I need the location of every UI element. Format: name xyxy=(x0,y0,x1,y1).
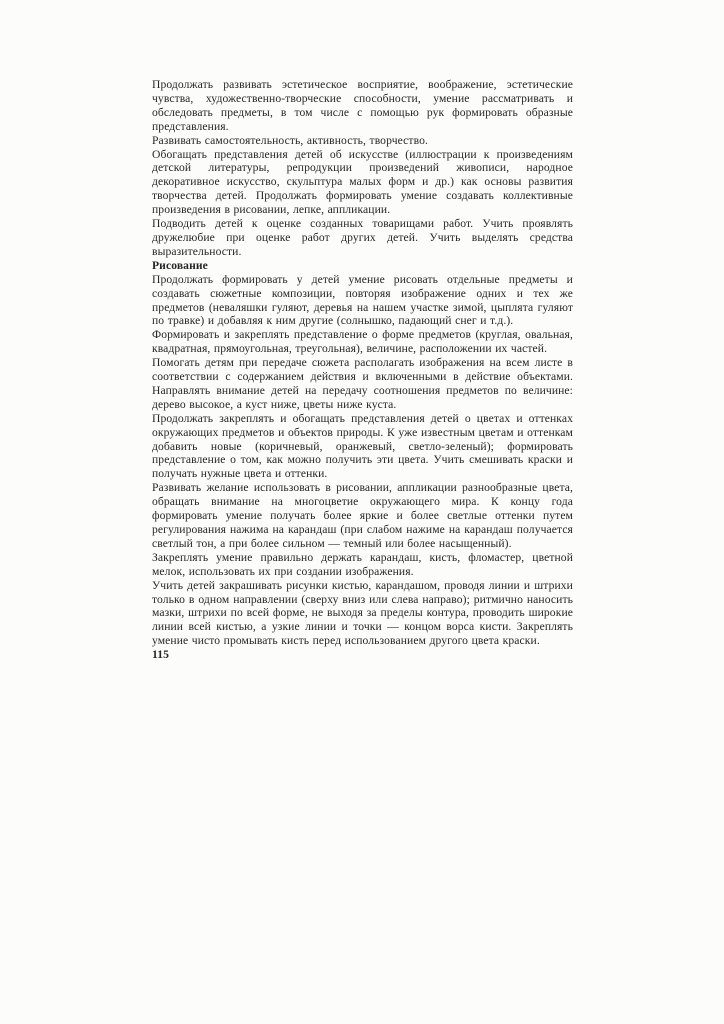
paragraph: Обогащать представления детей об искусстве (иллюстрации к произведениям детской литературы, репродукции произведений живописи, народное декоративное искусство, скульптура малых форм и др.) как основы развития творчества детей. Продолжать формировать умение создавать коллективные произведения в рисовании, лепке, аппликации. xyxy=(152,147,573,217)
paragraph: Развивать желание использовать в рисовании, аппликации разнообразные цвета, обращать внимание на многоцветие окружающего мира. К концу года формировать умение получать более яркие и более светлые оттенки путем регулирования нажима на карандаш (при слабом нажиме на карандаш получается светлый тон, а при более сильном — темный или более насыщенный). xyxy=(152,481,573,550)
paragraph: Продолжать формировать у детей умение рисовать отдельные предметы и создавать сюжетные композиции, повторяя изображение одних и тех же предметов (неваляшки гуляют, деревья на нашем участке зимой, цыплята гуляют по травке) и добавляя к ним другие (солнышко, падающий снег и т.д.). xyxy=(152,272,573,328)
paragraph: Продолжать развивать эстетическое восприятие, воображение, эстетические чувства, художественно-творческие способности, умение рассматривать и обследовать предметы, в том числе с помощью рук формировать образные представления. xyxy=(152,78,573,133)
paragraph: Формировать и закреплять представление о форме предметов (круглая, овальная, квадратная, прямоугольная, треугольная), величине, расположении их частей. xyxy=(152,328,573,356)
paragraph: Закреплять умение правильно держать карандаш, кисть, фломастер, цветной мелок, использовать их при создании изображения. xyxy=(152,550,573,578)
paragraph: Подводить детей к оценке созданных товарищами работ. Учить проявлять дружелюбие при оценке работ других детей. Учить выделять средства выразительности. xyxy=(152,217,573,258)
intro-paragraphs xyxy=(152,78,573,259)
section-heading: Рисование xyxy=(152,258,208,272)
page-number: 115 xyxy=(152,648,170,662)
paragraph: Учить детей закрашивать рисунки кистью, карандашом, проводя линии и штрихи только в одном направлении (сверху вниз или слева направо); ритмично наносить мазки, штрихи по всей форме, не выходя за пределы контура, проводить широкие линии всей кистью, а узкие линии и точки — концом ворса кисти. Закреплять умение чисто промывать кисть перед использованием другого цвета краски. xyxy=(152,578,573,648)
text-block xyxy=(152,78,573,662)
paragraph: Развивать самостоятельность, активность, творчество. xyxy=(152,133,428,147)
section-paragraphs xyxy=(152,273,573,648)
paragraph: Помогать детям при передаче сюжета располагать изображения на всем листе в соответствии с содержанием действия и включенными в действие объектами. Направлять внимание детей на передачу соотношения предметов по величине: дерево высокое, а куст ниже, цветы ниже куста. xyxy=(152,356,573,411)
paragraph: Продолжать закреплять и обогащать представления детей о цветах и оттенках окружающих предметов и объектов природы. К уже известным цветам и оттенкам добавить новые (коричневый, оранжевый, светло-зеленый); формировать представление о том, как можно получить эти цвета. Учить смешивать краски и получать нужные цвета и оттенки. xyxy=(152,411,573,481)
